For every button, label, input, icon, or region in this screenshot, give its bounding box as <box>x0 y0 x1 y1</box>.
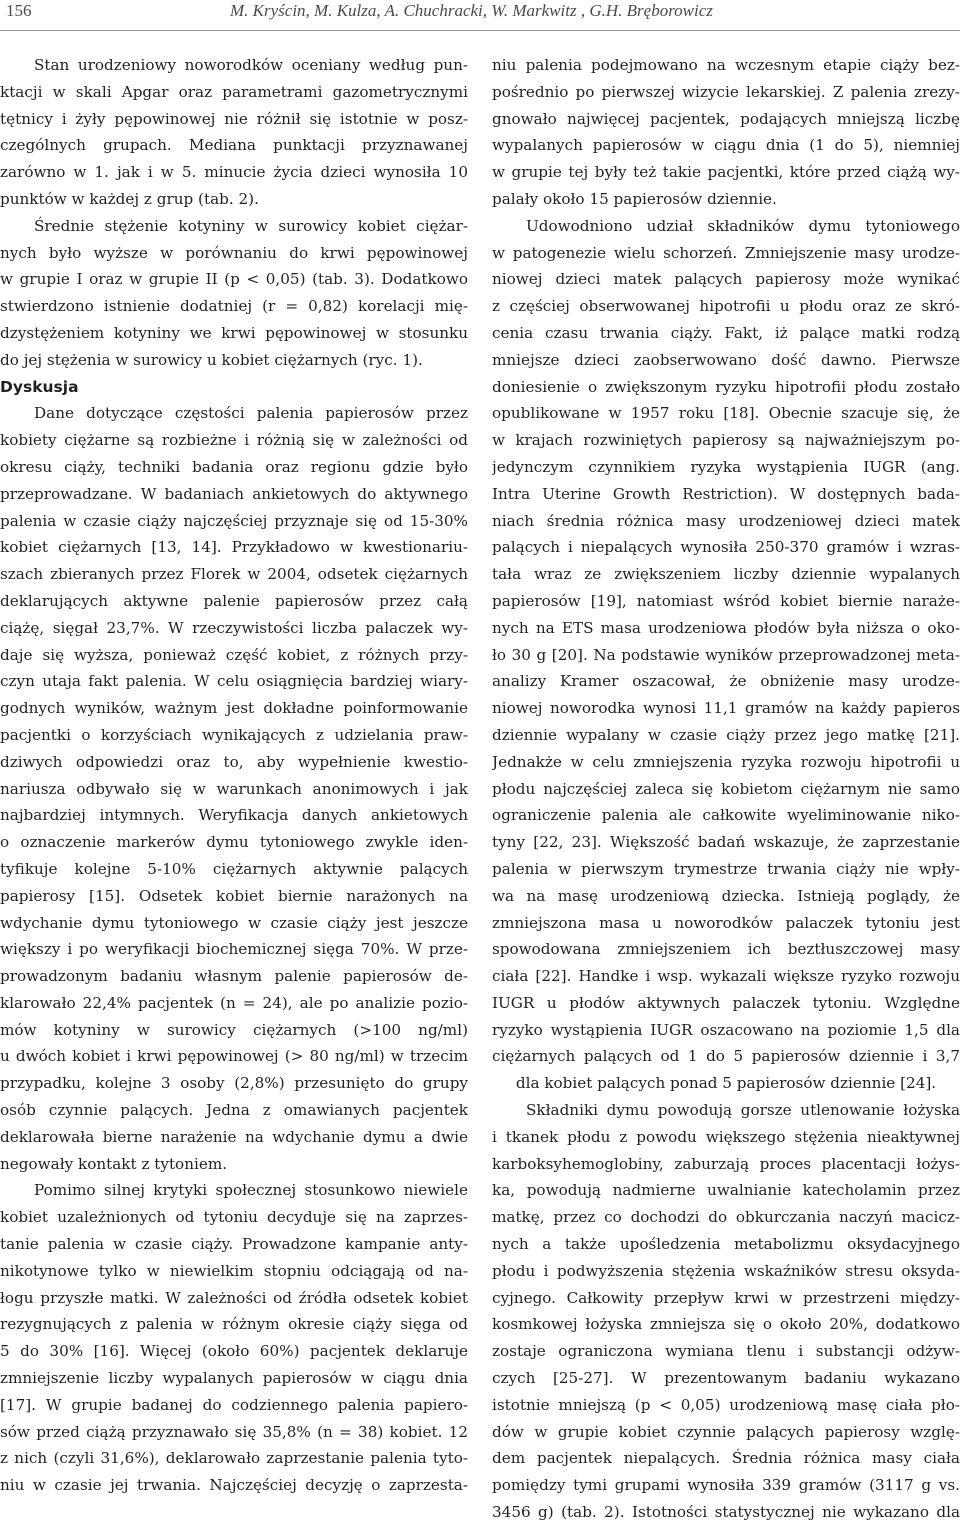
text-line: u dwóch kobiet i krwi pępowinowej (> 80 ng/ml) w trzecim <box>0 1047 468 1066</box>
text-line: przeprowadzane. W badaniach ankietowych do aktywnego <box>0 484 468 503</box>
text-line: dzystężeniem kotyniny we krwi pępowinowej w stosunku <box>0 323 468 342</box>
text-line: tanie palenia w czasie ciąży. Prowadzone kampanie anty- <box>0 1235 468 1254</box>
text-line: do jej stężenia w surowicy u kobiet ciężarnych (ryc. 1). <box>0 350 423 369</box>
text-line: zmniejszenie liczby wypalanych papierosów w ciągu dnia <box>0 1369 468 1388</box>
text-line: 5 do 30% [16]. Więcej (około 60%) pacjentek deklaruje <box>0 1342 468 1361</box>
text-line: dla kobiet palących ponad 5 papierosów dziennie [24]. <box>515 1074 937 1093</box>
text-line: wypalanych papierosów w ciągu dnia (1 do 5), niemniej <box>492 136 960 155</box>
text-line: płodu najczęściej zaleca się kobietom ciężarnym nie samo <box>492 779 960 798</box>
text-line: czyn utaja fakt palenia. W celu osiągnięcia bardziej wiary- <box>0 672 468 691</box>
text-line: [17]. W grupie badanej do codziennego palenia papiero- <box>0 1395 468 1414</box>
text-line: deklarujących aktywne palenie papierosów przez całą <box>0 591 468 610</box>
right-column <box>492 52 960 1526</box>
text-line: w patogenezie wielu schorzeń. Zmniejszenie masy urodze- <box>492 243 960 262</box>
text-line: w krajach rozwiniętych papierosy są najważniejszym po- <box>492 431 960 450</box>
text-line: ryzyko wystąpienia IUGR oszacowano na poziomie 1,5 dla <box>492 1020 960 1039</box>
text-line: Jednakże w celu zmniejszenia ryzyka rozwoju hipotrofii u <box>492 752 960 771</box>
text-line: palały około 15 papierosów dziennie. <box>492 189 777 208</box>
text-line: czych [25-27]. W prezentowanym badaniu wykazano <box>492 1369 960 1388</box>
text-line: daje się wyższa, ponieważ część kobiet, z różnych przy- <box>0 645 468 664</box>
text-line: pacjentki o korzyściach wynikających z udzielania praw- <box>0 725 468 744</box>
header-rule <box>0 30 960 31</box>
text-line: ka, powodują nadmierne uwalnianie katecholamin przez <box>492 1181 960 1200</box>
text-line: szach zbieranych przez Florek w 2004, odsetek ciężarnych <box>0 565 468 584</box>
text-line: tała wraz ze zwiększeniem liczby dziennie wypalanych <box>492 565 960 584</box>
text-line: kosmkowej łożyska zmniejsza się o około 20%, dodatkowo <box>492 1315 960 1334</box>
text-line: większy i po weryfikacji biochemicznej sięga 70%. W prze- <box>0 940 468 959</box>
text-line: ciążę, sięgał 23,7%. W rzeczywistości liczba palaczek wy- <box>0 618 468 637</box>
text-line: tyfikuje kolejne 5-10% ciężarnych aktywnie palących <box>0 859 468 878</box>
text-line: niu w czasie jej trwania. Najczęściej decyzję o zaprzesta- <box>0 1476 468 1495</box>
text-line: stwierdzono istnienie dodatniej (r = 0,82) korelacji mię- <box>0 297 468 316</box>
text-line: gnowało najwięcej pacjentek, podających mniejszą liczbę <box>492 109 960 128</box>
text-line: ciężarnych palących od 1 do 5 papierosów dziennie i 3,7 <box>492 1047 960 1066</box>
text-line: ło 30 g [20]. Na podstawie wyników przeprowadzonej meta- <box>492 645 960 664</box>
text-line: niowej dzieci matek palących papierosy może wynikać <box>492 270 960 289</box>
text-line: ograniczenie palenia ale całkowite wyeliminowanie niko- <box>492 806 960 825</box>
text-line: deklarowała bierne narażenie na wdychanie dymu a dwie <box>0 1127 468 1146</box>
text-line: analizy Kramer oszacował, że obniżenie masy urodze- <box>492 672 960 691</box>
text-line: w grupie I oraz w grupie II (p < 0,05) (tab. 3). Dodatkowo <box>0 270 468 289</box>
text-line: Składniki dymu powodują gorsze utlenowanie łożyska <box>526 1101 960 1120</box>
text-line: czególnych grupach. Mediana punktacji przyznawanej <box>0 136 468 155</box>
text-line: nikotynowe tylko w niewielkim stopniu odciągają od na- <box>0 1261 468 1280</box>
text-line: cenia czasu trwania ciąży. Fakt, iż palące matki rodzą <box>492 323 960 342</box>
running-header <box>0 0 960 30</box>
header-authors: M. Kryścin, M. Kulza, A. Chuchracki, W. Markwitz , G.H. Bręborowicz <box>230 1 713 20</box>
text-line: punktów w każdej z grup (tab. 2). <box>0 189 259 208</box>
text-line: negowały kontakt z tytoniem. <box>0 1154 228 1173</box>
text-line: ciała [22]. Handke i wsp. wykazali większe ryzyko rozwoju <box>492 967 960 986</box>
text-line: dziennie wypalany w czasie ciąży przez jego matkę [21]. <box>492 725 960 744</box>
text-line: kobiety ciężarne są rozbieżne i różnią się w zależności od <box>0 431 468 450</box>
text-line: pomiędzy tymi grupami wynosiła 339 gramów (3117 g vs. <box>492 1476 960 1495</box>
text-line: niowej noworodka wynosi 11,1 gramów na każdy papieros <box>492 699 960 718</box>
text-line: jedynczym czynnikiem ryzyka wystąpienia IUGR (ang. <box>492 457 960 476</box>
left-column <box>0 52 468 1499</box>
text-line: matkę, przez co dochodzi do obkurczania naczyń macicz- <box>492 1208 960 1227</box>
text-line: osób czynnie palących. Jedna z omawianych pacjentek <box>0 1101 468 1120</box>
text-line: niach średnia różnica masy urodzeniowej dzieci matek <box>492 511 960 530</box>
text-line: niu palenia podejmowano na wczesnym etapie ciąży bez- <box>492 56 960 74</box>
text-line: tyny [22, 23]. Większość badań wskazuje, że zaprzestanie <box>492 833 960 852</box>
text-line: najbardziej intymnych. Weryfikacja danych ankietowych <box>0 806 468 825</box>
text-line: istotnie mniejszą (p < 0,05) urodzeniową masę ciała pło- <box>492 1395 960 1414</box>
text-line: pośrednio po pierwszej wizycie lekarskiej. Z palenia zrezy- <box>492 82 960 101</box>
text-line: wdychanie dymu tytoniowego w czasie ciąży jest jeszcze <box>0 913 468 932</box>
text-line: palenia w czasie ciąży najczęściej przyznaje się od 15-30% <box>0 511 468 530</box>
text-line: palenia w pierwszym trymestrze trwania ciąży nie wpły- <box>492 859 960 878</box>
text-line: cyjnego. Całkowity przepływ krwi w przestrzeni między- <box>492 1288 960 1307</box>
text-line: ktacji w skali Apgar oraz parametrami gazometrycznymi <box>0 82 468 101</box>
text-line: doniesienie o zwiększonym ryzyku hipotrofii płodu zostało <box>492 377 960 396</box>
text-line: IUGR u płodów aktywnych palaczek tytoniu. Względne <box>492 993 960 1012</box>
text-line: 3456 g) (tab. 2). Istotności statystycznej nie wykazano dla <box>492 1503 960 1522</box>
text-line: Pomimo silnej krytyki społecznej stosunkowo niewiele <box>34 1181 468 1200</box>
text-line: karboksyhemoglobiny, zaburzają proces placentacji łożys- <box>492 1154 960 1173</box>
text-line: papierosów [19], natomiast wśród kobiet biernie naraże- <box>492 591 960 610</box>
text-line: nych było wyższe w porównaniu do krwi pępowinowej <box>0 243 468 262</box>
text-line: Intra Uterine Growth Restriction). W dostępnych bada- <box>492 484 960 503</box>
text-line: mów kotyniny w surowicy ciężarnych (>100 ng/ml) <box>0 1020 468 1039</box>
text-line: palących i niepalących wynosiła 250-370 gramów i wzras- <box>492 538 960 557</box>
text-line: prowadzonym badaniu własnym palenie papierosów de- <box>0 967 468 986</box>
text-line: przypadku, kolejne 3 osoby (2,8%) przesunięto do grupy <box>0 1074 468 1093</box>
text-line: wa na masę urodzeniową dziecka. Istnieją poglądy, że <box>492 886 960 905</box>
text-line: kobiet uzależnionych od tytoniu decyduje się na zaprzes- <box>0 1208 468 1227</box>
text-line: dów w grupie kobiet czynnie palących papierosy wzglę- <box>492 1422 960 1441</box>
text-line: Udowodniono udział składników dymu tytoniowego <box>526 216 960 235</box>
text-line: Dane dotyczące częstości palenia papierosów przez <box>34 404 468 423</box>
text-line: kobiet ciężarnych [13, 14]. Przykładowo w kwestionariu- <box>0 538 468 557</box>
text-line: rezygnujących z palenia w różnym okresie ciąży sięga od <box>0 1315 468 1334</box>
text-line: nych na ETS masa urodzeniowa płodów była niższa o oko- <box>492 618 960 637</box>
text-line: zarówno w 1. jak i w 5. minucie życia dzieci wynosiła 10 <box>0 163 468 182</box>
text-line: płodu i podwyższenia stężenia wskaźników stresu oksyda- <box>492 1261 960 1280</box>
text-line: Stan urodzeniowy noworodków oceniany według pun- <box>34 56 468 74</box>
text-line: z nich (czyli 31,6%), deklarowało zaprzestanie palenia tyto- <box>0 1449 468 1468</box>
text-line: i tkanek płodu z powodu większego stężenia nieaktywnej <box>492 1127 960 1146</box>
text-line: godnych wyników, ważnym jest dokładne poinformowanie <box>0 699 468 718</box>
text-line: tętnicy i żyły pępowinowej nie różnił się istotnie w posz- <box>0 109 468 128</box>
text-line: dem pacjentek niepalących. Średnia różnica masy ciała <box>492 1449 960 1468</box>
text-line: spowodowana zmniejszeniem ich beztłuszczowej masy <box>492 940 960 959</box>
text-line: zmniejszona masa u noworodków palaczek tytoniu jest <box>492 913 960 932</box>
text-line: opublikowane w 1957 roku [18]. Obecnie szacuje się, że <box>492 404 960 423</box>
section-heading: Dyskusja <box>0 377 79 396</box>
page-number: 156 <box>6 1 32 20</box>
text-line: papierosy [15]. Odsetek kobiet biernie narażonych na <box>0 886 468 905</box>
text-line: klarowało 22,4% pacjentek (n = 24), ale po analizie pozio- <box>0 993 468 1012</box>
text-line: o oznaczenie markerów dymu tytoniowego zwykle iden- <box>0 833 468 852</box>
text-line: zostaje ograniczona wymiana tlenu i substancji odżyw- <box>492 1342 960 1361</box>
text-line: w grupie tej były też takie pacjentki, które przed ciążą wy- <box>492 163 960 182</box>
text-line: nariusza odbywało się w warunkach anonimowych i jak <box>0 779 468 798</box>
text-line: łogu przyszłe matki. W zależności od źródła odsetek kobiet <box>0 1288 468 1307</box>
text-line: Średnie stężenie kotyniny w surowicy kobiet ciężar- <box>34 216 468 235</box>
text-line: z częściej obserwowanej hipotrofii u płodu oraz ze skró- <box>492 297 960 316</box>
text-line: mniejsze dzieci zaobserwowano dość dawno. Pierwsze <box>492 350 960 369</box>
text-line: dziwych odpowiedzi oraz to, aby wypełnienie kwestio- <box>0 752 468 771</box>
text-line: sów przed ciążą przyznawało się 35,8% (n = 38) kobiet. 12 <box>0 1422 468 1441</box>
text-line: nych a także upośledzenia metabolizmu oksydacyjnego <box>492 1235 960 1254</box>
text-line: okresu ciąży, techniki badania oraz regionu gdzie było <box>0 457 468 476</box>
